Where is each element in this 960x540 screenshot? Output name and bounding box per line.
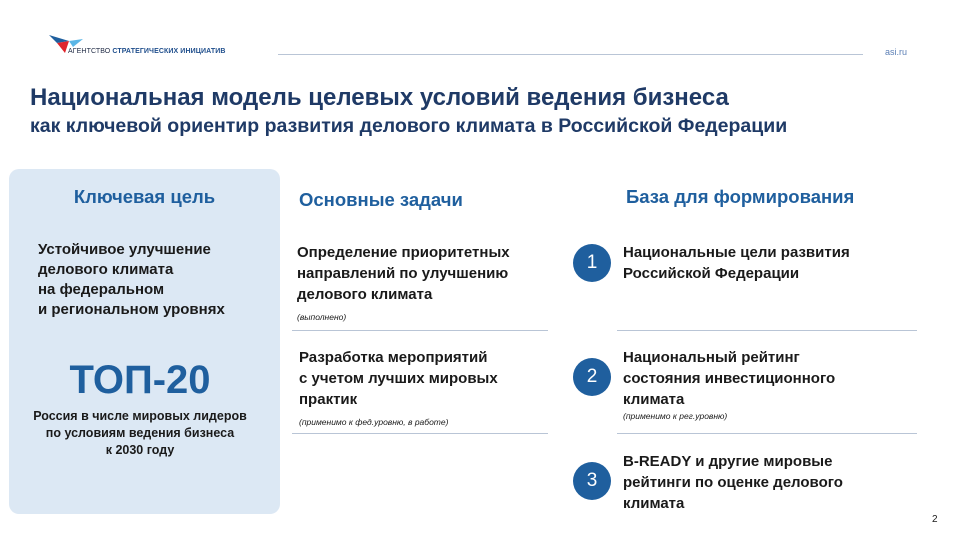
- base-item-2: Национальный рейтинг состояния инвестиционного климата: [623, 349, 836, 408]
- task-note-1: (выполнено): [297, 312, 347, 322]
- slide-title: Национальная модель целевых условий ведения бизнеса: [30, 84, 729, 111]
- header-divider: [278, 54, 863, 55]
- task-item-2: Разработка мероприятий с учетом лучших мировых практик: [299, 349, 498, 408]
- number-badge-3: 3: [573, 462, 611, 500]
- divider: [617, 433, 917, 434]
- slide-subtitle: как ключевой ориентир развития делового климата в Российской Федерации: [30, 115, 788, 137]
- key-goal-text: Устойчивое улучшение делового климата на федеральном и региональном уровнях: [38, 241, 225, 318]
- number-badge-2: 2: [573, 358, 611, 396]
- base-heading: База для формирования: [626, 186, 855, 207]
- site-link[interactable]: asi.ru: [885, 47, 908, 57]
- page-number: 2: [932, 514, 938, 525]
- base-item-1: Национальные цели развития Российской Федерации: [623, 244, 850, 282]
- base-item-3: B-READY и другие мировые рейтинги по оценке делового климата: [623, 453, 843, 512]
- top20-description: Россия в числе мировых лидеров по условиям ведения бизнеса к 2030 году: [33, 409, 247, 457]
- top20-highlight: ТОП-20: [69, 358, 211, 402]
- tasks-heading: Основные задачи: [299, 189, 463, 210]
- divider: [292, 433, 548, 434]
- task-item-1: Определение приоритетных направлений по улучшению делового климата: [297, 244, 510, 303]
- key-goal-panel: [9, 169, 280, 514]
- key-goal-heading: Ключевая цель: [73, 186, 216, 207]
- task-note-2: (применимо к фед.уровню, в работе): [299, 417, 449, 427]
- number-badge-1: 1: [573, 244, 611, 282]
- divider: [292, 330, 548, 331]
- logo-text: АГЕНТСТВО СТРАТЕГИЧЕСКИХ ИНИЦИАТИВ: [68, 48, 226, 55]
- divider: [617, 330, 917, 331]
- base-note-2: (применимо к рег.уровню): [623, 411, 728, 421]
